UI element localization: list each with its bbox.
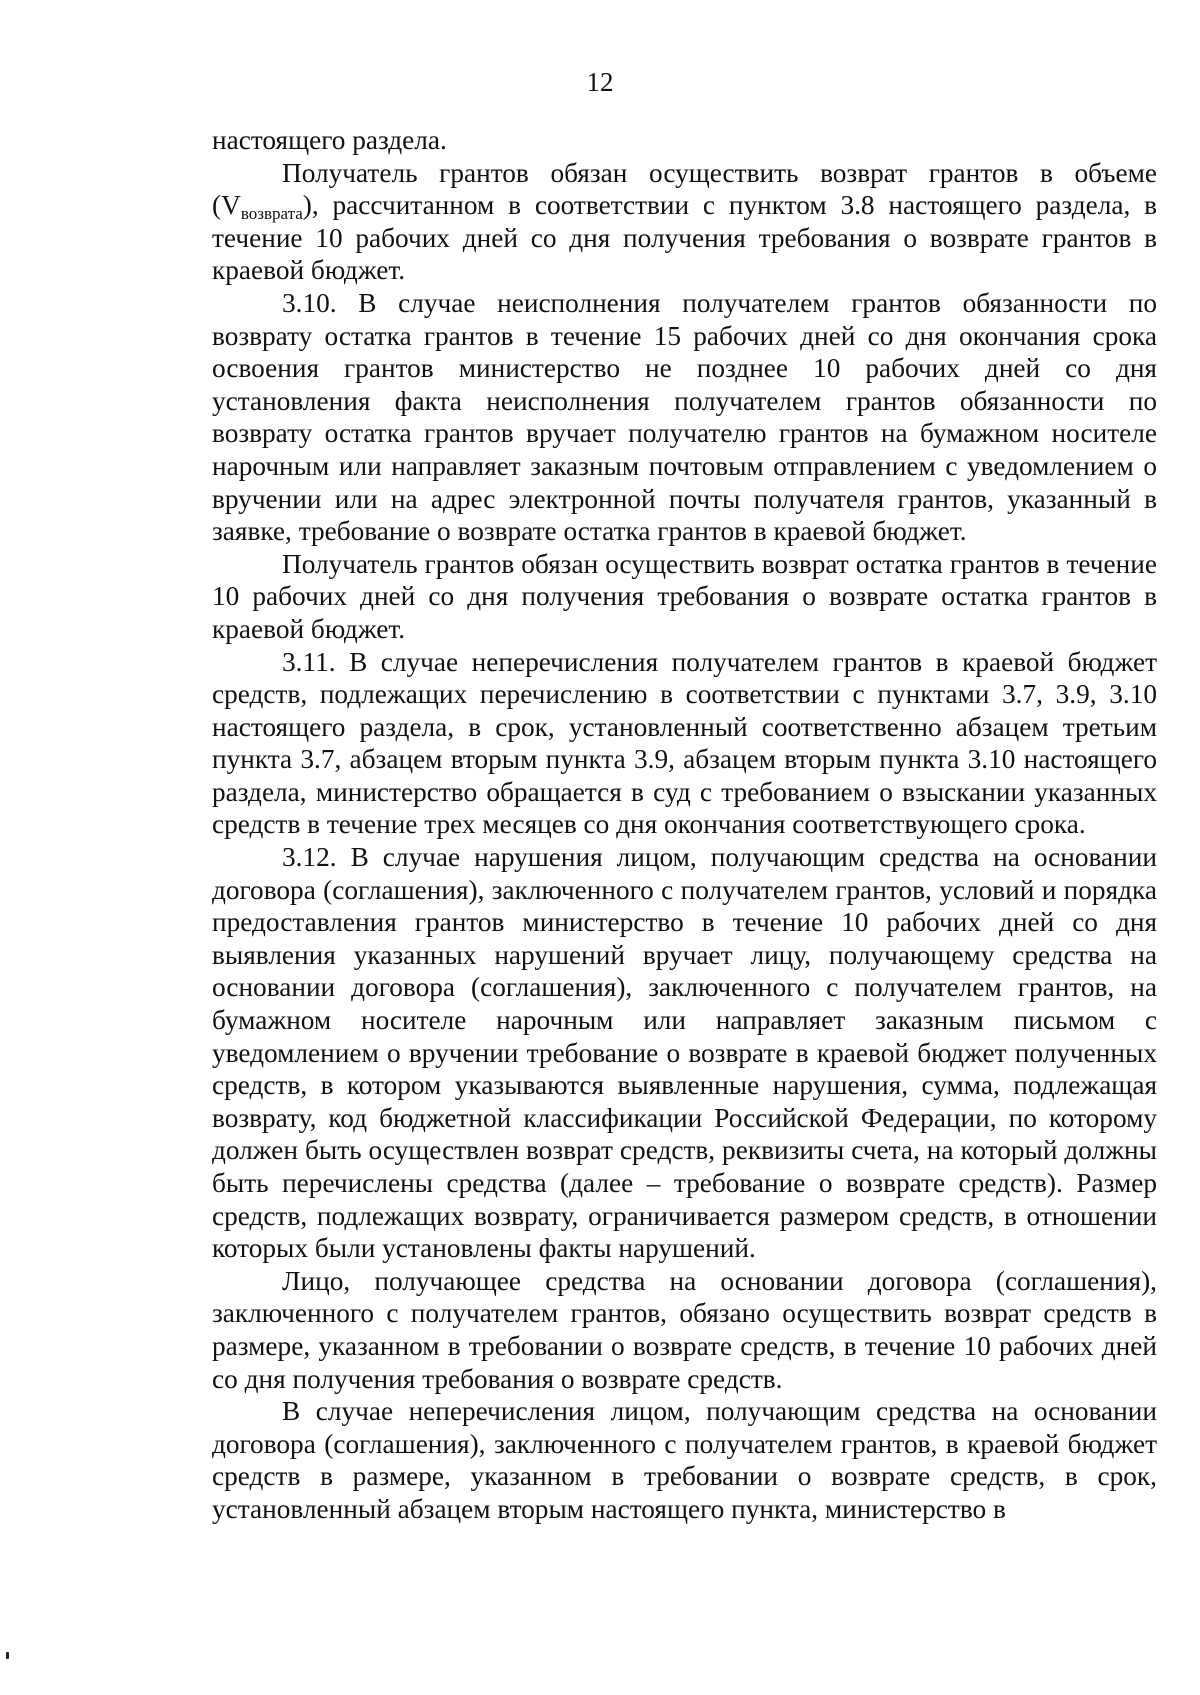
page-number: 12 bbox=[586, 67, 614, 97]
paragraph-nonpayment: В случае неперечисления лицом, получающим средства на основании договора (соглашения), заключенного с получателем грантов, в краевой бюджет средств в размере, указанном в требовании о возврате средств, в срок, установленный абзацем вторым настоящего пункта, министерство в bbox=[212, 1396, 1157, 1524]
paragraph-text: Получатель грантов обязан осуществить возврат грантов в объеме (V bbox=[212, 157, 1157, 221]
subscript-text: возврата bbox=[240, 204, 303, 224]
scan-edge-mark bbox=[6, 1652, 9, 1659]
paragraph-text: ), рассчитанном в соответствии с пунктом 3.8 настоящего раздела, в течение 10 рабочих дней со дня получения требования о возврате грантов в краевой бюджет. bbox=[212, 190, 1157, 286]
paragraph-person-return: Лицо, получающее средства на основании договора (соглашения), заключенного с получателем грантов, обязано осуществить возврат средств в размере, указанном в требовании о возврате средств, в течение 10 рабочих дней со дня получения требования о возврате средств. bbox=[212, 1265, 1157, 1394]
paragraph-3-10: 3.10. В случае неисполнения получателем грантов обязанности по возврату остатка грантов в течение 15 рабочих дней со дня окончания срока освоения грантов министерство не позднее 10 рабочих дней со дня установления факта неисполнения получателем грантов обязанности по возврату остатка грантов вручает получателю грантов на бумажном носителе нарочным или направляет заказным почтовым отправлением с уведомлением о вручении или на адрес электронной почты получателя грантов, указанный в заявке, требование о возврате остатка грантов в краевой бюджет. bbox=[212, 287, 1157, 547]
paragraph-3-12: 3.12. В случае нарушения лицом, получающим средства на основании договора (соглашения), заключенного с получателем грантов, условий и порядка предоставления грантов министерство в течение 10 рабочих дней со дня выявления указанных нарушений вручает лицу, получающему средства на основании договора (соглашения), заключенного с получателем грантов, на бумажном носителе нарочным или направляет заказным письмом с уведомлением о вручении требование о возврате в краевой бюджет полученных средств, в котором указываются выявленные нарушения, сумма, подлежащая возврату, код бюджетной классификации Российской Федерации, по которому должен быть осуществлен возврат средств, реквизиты счета, на который должны быть перечислены средства (далее – требование о возврате средств). Размер средств, подлежащих возврату, ограничивается размером средств, в отношении которых были установлены факты нарушений. bbox=[212, 842, 1157, 1264]
document-body bbox=[212, 124, 1157, 1526]
paragraph-3-11: 3.11. В случае неперечисления получателем грантов в краевой бюджет средств, подлежащих перечислению в соответствии с пунктами 3.7, 3.9, 3.10 настоящего раздела, в срок, установленный соответственно абзацем третьим пункта 3.7, абзацем вторым пункта 3.9, абзацем вторым пункта 3.10 настоящего раздела, министерство обращается в суд с требованием о взыскании указанных средств в течение трех месяцев со дня окончания соответствующего срока. bbox=[212, 646, 1157, 840]
paragraph-return-volume bbox=[212, 157, 1157, 287]
paragraph-continuation: настоящего раздела. bbox=[212, 125, 447, 155]
paragraph-return-remainder: Получатель грантов обязан осуществить возврат остатка грантов в течение 10 рабочих дней со дня получения требования о возврате остатка грантов в краевой бюджет. bbox=[212, 548, 1157, 644]
